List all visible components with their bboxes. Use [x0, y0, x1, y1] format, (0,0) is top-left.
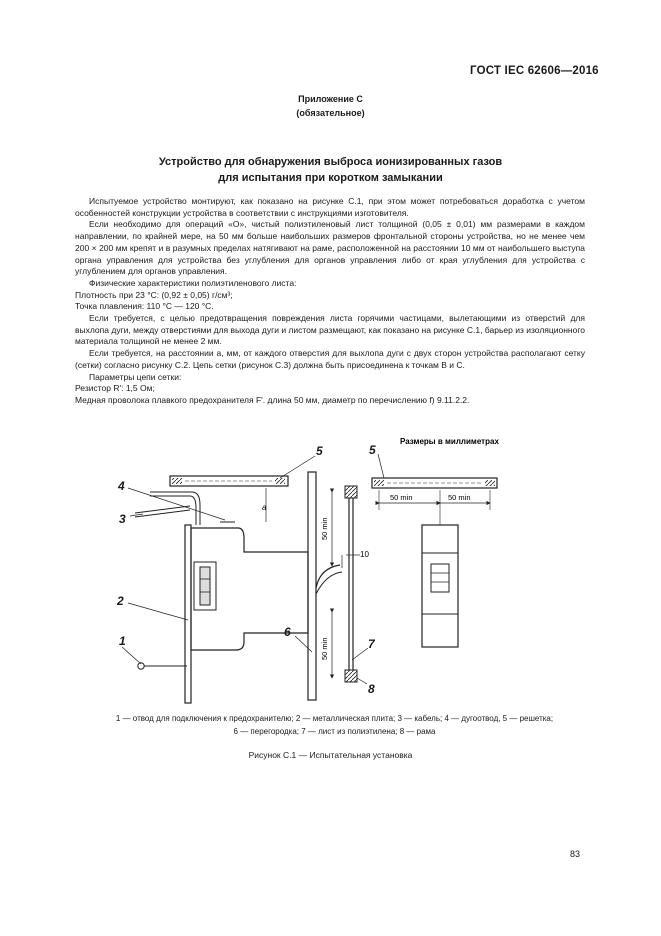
- paragraph-8: Параметры цепи сетки:: [89, 371, 182, 382]
- label-2: 2: [117, 594, 124, 608]
- label-5-left: 5: [316, 444, 323, 458]
- frame-bottom: [345, 670, 357, 682]
- standard-designation: ГОСТ IEC 62606—2016: [470, 65, 599, 77]
- cable: [135, 506, 190, 513]
- label-5-right: 5: [369, 443, 376, 457]
- paragraph-5: Точка плавления: 110 °С — 120 °С.: [75, 301, 214, 312]
- paragraph-2: Если необходимо для операций «О», чистый полиэтиленовый лист толщиной (0,05 ± 0,01) мм размерами в каждом направлении, по крайней мере, на 50 мм больше наибольших размеров фронтальной стороны устройства, но не менее чем 200 × 200 мм крепят и в разумных пределах натягивают на раме, расположенной на расстоянии 10 мм от наибольшего выступа органа управления для устройства без углубления для органов управления либо от края углубления для устройства с углублением для органов управления.: [75, 219, 585, 277]
- dimensions-note: Размеры в миллиметрах: [400, 437, 499, 446]
- paragraph-3: Физические характеристики полиэтиленового листа:: [89, 277, 297, 288]
- paragraph-6: Если требуется, с целью предотвращения повреждения листа горячими частицами, вылетающими из отверстий для выхлопа дуги, между отверстиями для выхода дуги и листом размещают, как показано на рисунке С.1, барьер из изоляционного материала толщиной не менее 2 мм.: [75, 313, 585, 347]
- figure-caption-line1: 1 — отвод для подключения к предохранителю; 2 — металлическая плита; 3 — кабель; 4 — дугоотвод, 5 — решетка;: [115, 714, 554, 723]
- grid-top-right: [372, 478, 497, 488]
- paragraph-1: Испытуемое устройство монтируют, как показано на рисунке С.1, при этом может потребоваться доработка с учетом особенностей конструкции устройства в соответствии с инструкциями изготовителя.: [75, 196, 585, 218]
- dim-50min-right: 50 min: [448, 493, 471, 502]
- dim-50min-left: 50 min: [390, 493, 413, 502]
- operating-handle: [316, 565, 340, 588]
- label-8: 8: [368, 682, 375, 696]
- label-6: 6: [284, 625, 291, 639]
- label-1: 1: [119, 634, 126, 648]
- label-4: 4: [118, 479, 125, 493]
- metal-plate: [185, 525, 191, 703]
- device-front-view: [422, 525, 458, 647]
- section-title-line2: для испытания при коротком замыкании: [218, 172, 443, 184]
- figure-title: Рисунок С.1 — Испытательная установка: [248, 750, 413, 760]
- partition: [308, 472, 316, 700]
- frame-top: [345, 486, 357, 498]
- label-7: 7: [368, 637, 375, 651]
- page-number: 83: [570, 849, 581, 859]
- paragraph-4: Плотность при 23 °С: (0,92 ± 0,05) г/см³;: [75, 289, 233, 300]
- dim-a-label: a: [262, 503, 267, 512]
- paragraph-10: Медная проволока плавкого предохранителя F'. длина 50 мм, диаметр по перечислению f) 9.11.2.2.: [75, 394, 470, 405]
- paragraph-9: Резистор R': 1,5 Ом;: [75, 383, 155, 394]
- paragraph-7: Если требуется, на расстоянии a, мм, от каждого отверстия для выхлопа дуги с двух сторон устройства располагают сетку (сетки) согласно рисунку С.2. Цепь сетки (рисунок С.3) должна быть присоединена к точкам В и С.: [75, 348, 585, 370]
- annex-status: (обязательное): [296, 108, 365, 118]
- label-3: 3: [119, 512, 126, 526]
- grid-top-left: [170, 476, 288, 486]
- figure-caption-line2: 6 — перегородка; 7 — лист из полиэтилена; 8 — рама: [233, 727, 436, 736]
- dim-10-label: 10: [360, 550, 369, 559]
- dim-50min-upper: 50 min: [320, 517, 329, 540]
- section-title-line1: Устройство для обнаружения выброса ионизированных газов: [158, 156, 503, 168]
- dim-50min-lower: 50 min: [320, 637, 329, 660]
- annex-title: Приложение С: [298, 94, 363, 104]
